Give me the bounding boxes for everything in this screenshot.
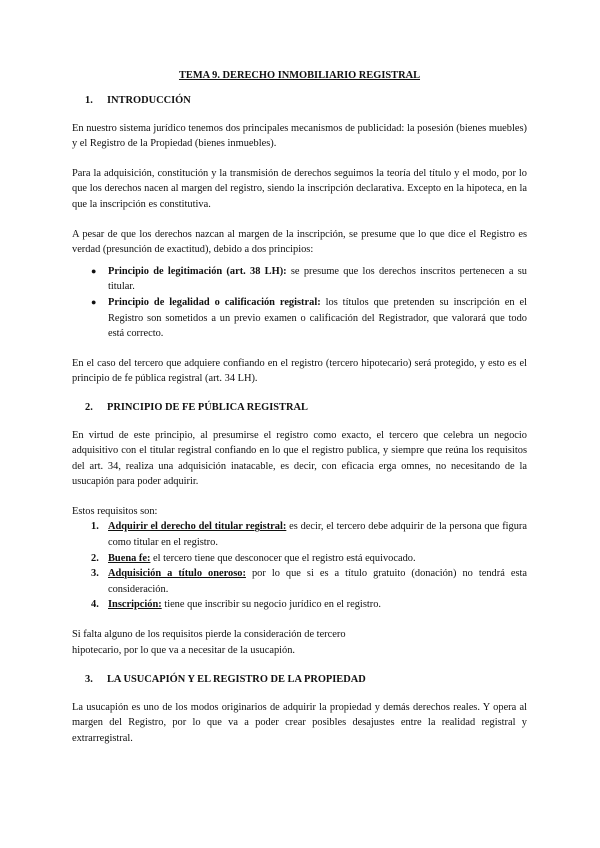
requisitos-intro: Estos requisitos son: xyxy=(72,505,158,517)
list-number: 1. xyxy=(91,521,99,533)
list-item-lead: Inscripción: xyxy=(108,599,162,611)
page-title: TEMA 9. DERECHO INMOBILIARIO REGISTRAL xyxy=(178,70,421,81)
principles-list xyxy=(72,264,527,342)
requisitos-list xyxy=(72,519,527,613)
list-item xyxy=(72,566,527,597)
document-page xyxy=(72,68,527,747)
list-item-lead: Principio de legitimación (art. 38 LH): xyxy=(108,265,287,277)
bullet-icon: ● xyxy=(91,296,97,307)
section-title: LA USUCAPIÓN Y EL REGISTRO DE LA PROPIEDAD xyxy=(107,674,366,686)
list-item-lead: Buena fe: xyxy=(108,552,151,564)
list-item-text: los títulos que pretenden su inscripción en el Registro son sometidos a un previo examen o calificación del Registrador, que valorará que todo está correcto. xyxy=(108,296,527,340)
list-item xyxy=(72,597,527,613)
list-item-lead: Principio de legalidad o calificación registral: xyxy=(108,296,321,308)
section-number: 2. xyxy=(85,401,93,413)
list-number: 3. xyxy=(91,568,99,580)
section-heading-introduccion xyxy=(72,93,527,109)
section-heading-fe-publica xyxy=(72,400,527,416)
closing-line-1: Si falta alguno de los requisitos pierde la consideración de tercero xyxy=(72,629,346,641)
fe-publica-paragraph: En virtud de este principio, al presumirse el registro como exacto, el tercero que celebra un negocio adquisitivo con el titular registral confiando en lo que el registro publica, y siempre que reúna los requisitos del art. 34, realiza una adquisición inatacable, es decir, con eficacia erga omnes, no necesitando de la usucapión para poder adquirir. xyxy=(72,429,527,488)
list-item-text: el tercero tiene que desconocer que el registro está equivocado. xyxy=(150,552,416,564)
closing-line-2: hipotecario, por lo que va a necesitar de la usucapión. xyxy=(72,644,296,656)
list-item-lead: Adquirir el derecho del titular registral: xyxy=(108,521,287,533)
bullet-icon: ● xyxy=(91,265,97,276)
list-item xyxy=(72,295,527,342)
list-item-text: es decir, el tercero debe adquirir de la persona que figura como titular en el registro. xyxy=(108,521,527,549)
list-item-lead: Adquisición a título oneroso: xyxy=(108,568,246,580)
list-number: 4. xyxy=(91,599,99,611)
usucapion-paragraph: La usucapión es uno de los modos originarios de adquirir la propiedad y demás derechos reales. Y opera al margen del Registro, por lo que va a poder crear posibles desajustes entre la realidad registral y extrarregistral. xyxy=(72,701,527,744)
list-item-text: por lo que si es a título gratuito (donación) no tendrá esta consideración. xyxy=(108,568,527,595)
list-number: 2. xyxy=(91,552,99,564)
intro-paragraph-1: En nuestro sistema jurídico tenemos dos principales mecanismos de publicidad: la posesión (bienes muebles) y el Registro de la Propiedad (bienes inmuebles). xyxy=(72,122,527,150)
list-item xyxy=(72,264,527,295)
list-item-text: se presume que los derechos inscritos pertenecen a su titular. xyxy=(108,265,528,293)
section-number: 3. xyxy=(85,674,93,686)
section-title: PRINCIPIO DE FE PÚBLICA REGISTRAL xyxy=(107,401,308,413)
section-heading-usucapion xyxy=(72,672,527,688)
section-number: 1. xyxy=(85,95,93,106)
intro-paragraph-3: A pesar de que los derechos nazcan al margen de la inscripción, se presume que lo que dice el Registro es verdad (presunción de exactitud), debido a dos principios: xyxy=(72,228,527,256)
intro-paragraph-4: En el caso del tercero que adquiere confiando en el registro (tercero hipotecario) será protegido, y esto es el principio de fe pública registral (art. 34 LH). xyxy=(72,357,527,385)
list-item-text: tiene que inscribir su negocio jurídico en el registro. xyxy=(161,599,381,611)
section-title: INTRODUCCIÓN xyxy=(107,95,191,106)
list-item xyxy=(72,519,527,550)
intro-paragraph-2: Para la adquisición, constitución y la transmisión de derechos seguimos la teoría del título y el modo, por lo que los derechos nacen al margen del registro, siendo la inscripción declarativa. Excepto en la hipoteca, en la que la inscripción es constitutiva. xyxy=(72,167,527,210)
list-item xyxy=(72,551,527,567)
